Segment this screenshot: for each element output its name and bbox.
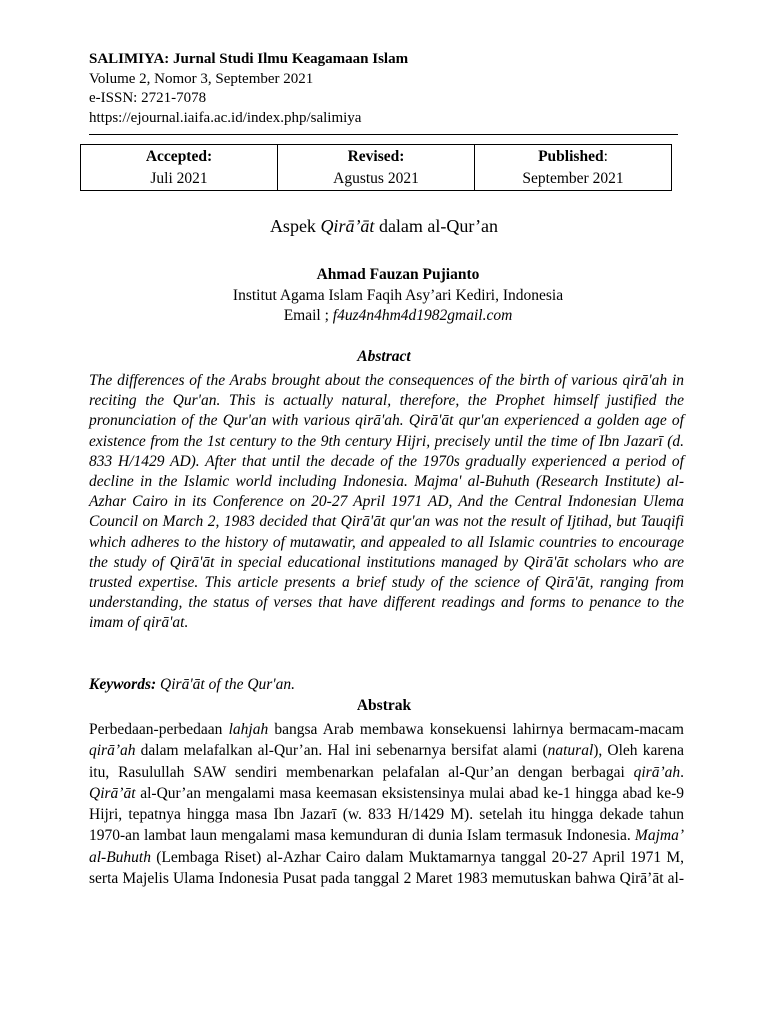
- header-divider: [89, 134, 678, 135]
- author-affiliation: Institut Agama Islam Faqih Asy’ari Kediri, Indonesia: [232, 286, 564, 304]
- published-label: Published: [538, 147, 604, 165]
- abstrak-italic-5: Qirā’āt: [89, 784, 136, 802]
- abstrak-seg-2: bangsa Arab membawa konsekuensi lahirnya bermacam-macam: [268, 721, 684, 738]
- revised-value: Agustus 2021: [333, 169, 419, 187]
- journal-header: [89, 50, 649, 128]
- author-block: [0, 265, 768, 327]
- abstract-heading: Abstract: [357, 348, 411, 365]
- author-email-line: [0, 306, 768, 327]
- title-italic: Qirā’āt: [320, 216, 375, 236]
- abstrak-italic-3: natural: [547, 742, 594, 760]
- journal-url[interactable]: https://ejournal.iaifa.ac.id/index.php/salimiya: [89, 109, 362, 126]
- title-post: dalam al-Qur’an: [374, 216, 499, 236]
- abstrak-heading: Abstrak: [356, 697, 412, 714]
- abstrak-seg-5: .: [680, 763, 684, 781]
- abstrak-italic-1: lahjah: [228, 721, 269, 738]
- journal-eissn: e-ISSN: 2721-7078: [89, 90, 207, 106]
- published-cell: [475, 145, 672, 191]
- abstrak-italic-2: qirā’ah: [89, 742, 136, 760]
- abstrak-italic-6: Majma’ al-Buhuth: [89, 827, 684, 866]
- accepted-label: Accepted:: [145, 147, 213, 165]
- accepted-value: Juli 2021: [150, 169, 208, 187]
- keywords-label: Keywords:: [89, 676, 157, 693]
- abstrak-italic-4: qirā’ah: [633, 763, 681, 781]
- accepted-cell: [81, 145, 278, 191]
- abstrak-seg-1: Perbedaan-perbedaan: [89, 721, 229, 738]
- author-name: Ahmad Fauzan Pujianto: [316, 266, 480, 283]
- revised-cell: [278, 145, 475, 191]
- abstrak-seg-6: al-Qur’an mengalami masa keemasan eksistensinya mulai abad ke-1 hingga abad ke-9 Hijri, tepatnya hingga masa Ibn Jazarī (w. 833 H/1429 M). setelah itu hingga dekade tahun 1970-an lambat laun mengalami masa kemunduran di dunia Islam termasuk Indonesia.: [89, 784, 684, 845]
- article-title: [0, 216, 768, 237]
- email-label: Email ;: [283, 307, 333, 324]
- submission-dates-table: [80, 144, 672, 191]
- abstrak-seg-4: ), Oleh karena itu, Rasulullah SAW sendiri membenarkan pelafalan al-Qur’an dengan berbagai: [89, 742, 684, 781]
- journal-volume: Volume 2, Nomor 3, September 2021: [89, 70, 314, 87]
- published-value: September 2021: [522, 169, 624, 187]
- published-colon: :: [603, 147, 608, 165]
- keywords-line: [89, 676, 684, 694]
- keywords-value: Qirā'āt of the Qur'an.: [156, 676, 295, 693]
- journal-name: SALIMIYA: Jurnal Studi Ilmu Keagamaan Islam: [89, 51, 409, 67]
- published-label-line: [475, 146, 671, 168]
- title-pre: Aspek: [269, 216, 321, 236]
- author-email[interactable]: f4uz4n4hm4d1982gmail.com: [332, 307, 513, 324]
- abstrak-seg-7: (Lembaga Riset) al-Azhar Cairo dalam Muktamarnya tanggal 20-27 April 1971 M, serta Majelis Ulama Indonesia Pusat pada tanggal 2 Maret 1983 memutuskan bahwa Qirā’āt al-: [89, 848, 684, 888]
- abstrak-seg-3: dalam melafalkan al-Qur’an. Hal ini sebenarnya bersifat alami (: [135, 742, 548, 760]
- revised-label: Revised:: [347, 147, 405, 165]
- abstract-text: The differences of the Arabs brought about the consequences of the birth of various qirā'ah in reciting the Qur'an. This is actually natural, therefore, the Prophet himself justified the pronunciation of the Qur'an with various qirā'ah. Qirā'āt qur'an experienced a golden age of existence from the 1st century to the 9th century Hijri, precisely until the time of Ibn Jazarī (d. 833 H/1429 AD). After that until the decade of the 1970s gradually experienced a period of decline in the Islamic world including Indonesia. Majma' al-Buhuth (Research Institute) al-Azhar Cairo in its Conference on 20-27 April 1971 AD, And the Central Indonesian Ulema Council on March 2, 1983 decided that Qirā'āt qur'an was not the result of Ijtihad, but Tauqifi which adheres to the history of mutawatir, and appealed to all Islamic countries to encourage the study of Qirā'āt in special educational institutions managed by Qirā'āt scholars who are trusted expertise. This article presents a brief study of the science of Qirā'āt, ranging from understanding, the status of verses that have different readings and forms to penance to the imam of qirā'at.: [89, 372, 684, 632]
- abstrak-text: [89, 719, 684, 889]
